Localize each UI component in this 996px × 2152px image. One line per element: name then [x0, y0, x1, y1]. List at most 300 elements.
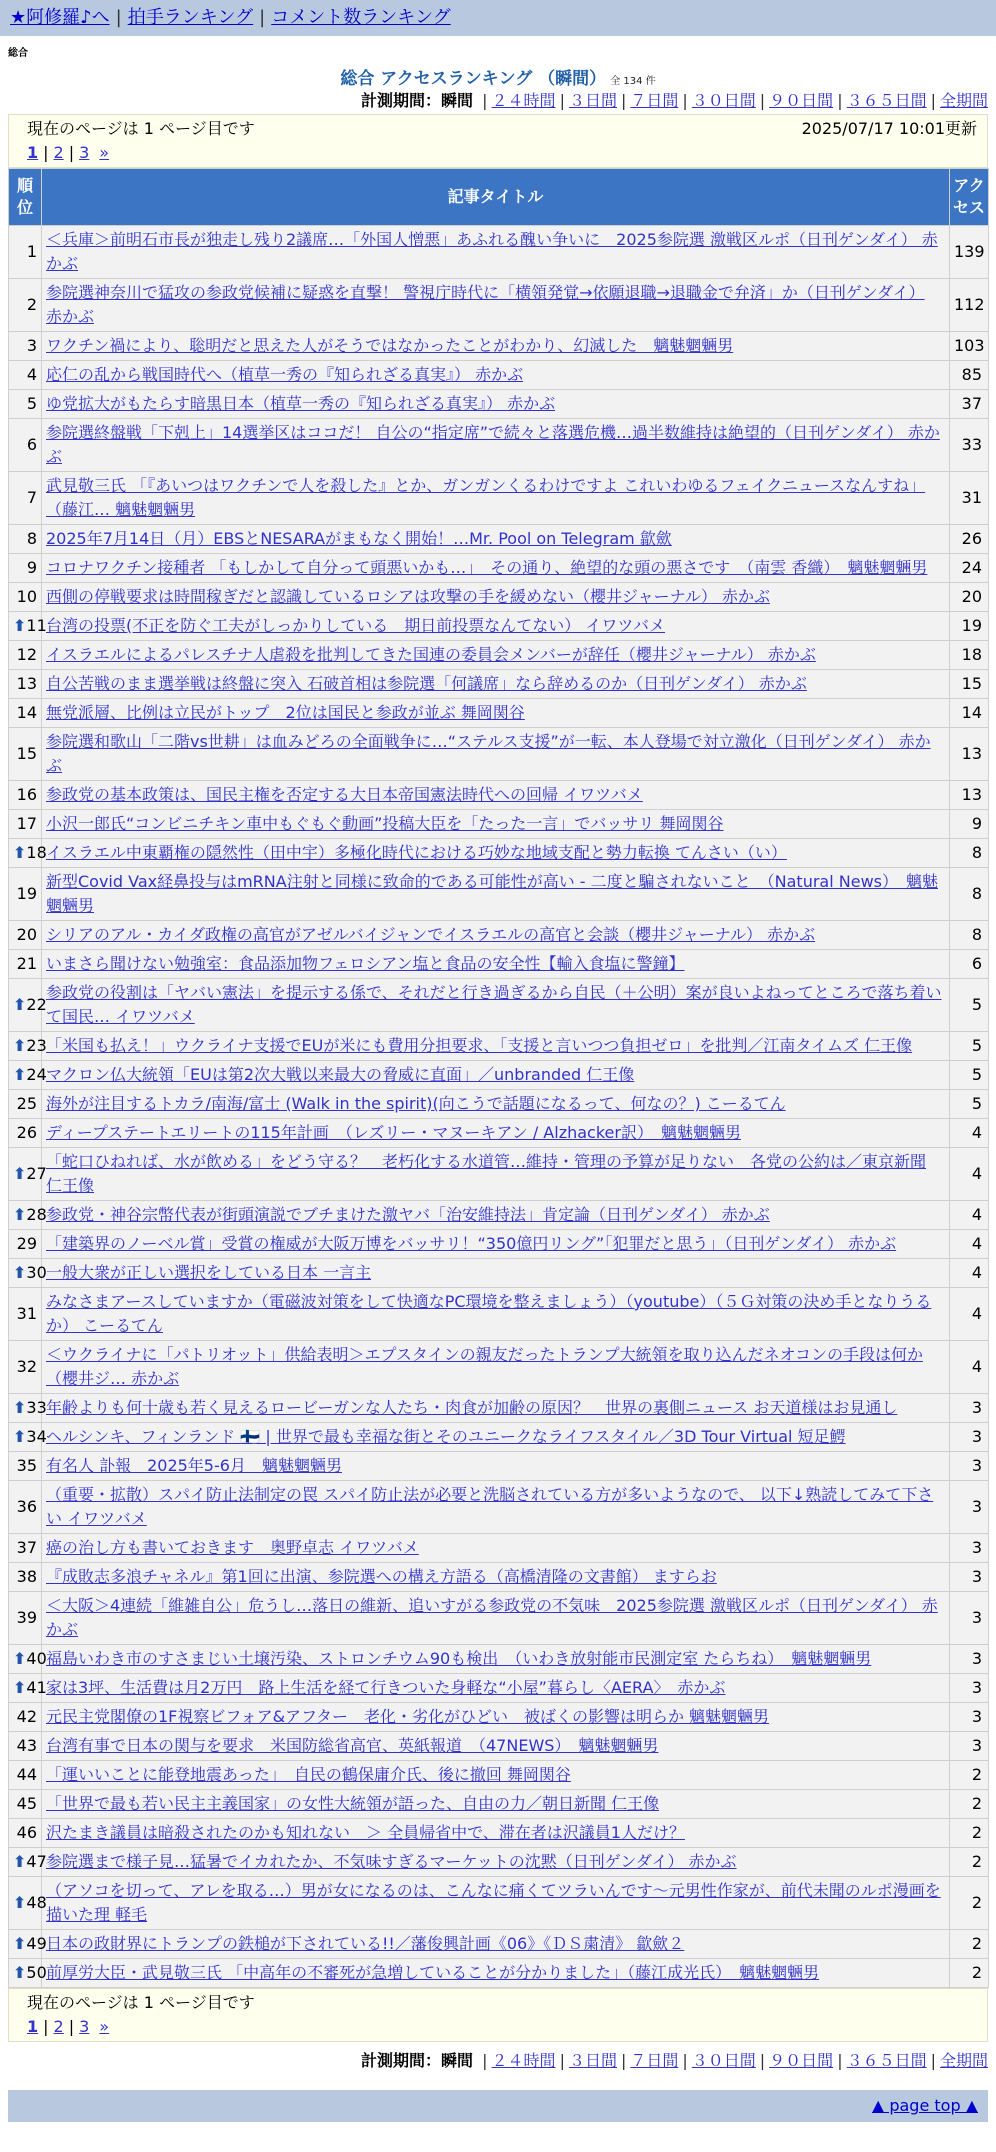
- article-title-link[interactable]: ＜大阪＞4連続「維雑自公」危うし…落日の維新、追いすがる参政党の不気味 2025参院選 激戦区ルポ（日刊ゲンダイ） 赤かぶ: [46, 1596, 938, 1639]
- rank-cell: [9, 226, 42, 279]
- rank-number: 27: [26, 1164, 47, 1183]
- rank-number: 49: [26, 1934, 47, 1953]
- access-count: 8: [950, 921, 989, 950]
- rank-cell: [9, 1819, 42, 1848]
- access-count: 4: [950, 1230, 989, 1259]
- period-separator: |: [620, 2051, 627, 2070]
- rank-cell: [9, 554, 42, 583]
- article-title-link[interactable]: ディープステートエリートの115年計画 （レズリー・マヌーキアン / Alzhacker訳） 魑魅魍魎男: [46, 1123, 741, 1142]
- access-count: 2: [950, 1790, 989, 1819]
- access-count: 5: [950, 1090, 989, 1119]
- title-cell: [42, 1201, 950, 1230]
- table-row: [9, 1288, 989, 1341]
- article-title-link[interactable]: 台湾の投票(不正を防ぐ工夫がしっかりしている 期日前投票なんてない） イワツバメ: [46, 616, 666, 635]
- rank-number: 24: [26, 1065, 47, 1084]
- rank-number: 47: [26, 1852, 47, 1871]
- period-option-link[interactable]: ３６５日間: [846, 91, 927, 110]
- table-row: [9, 419, 989, 472]
- rank-number: 50: [26, 1963, 47, 1982]
- article-title-link[interactable]: （重要・拡散）スパイ防止法制定の罠 スパイ防止法が必要と洗脳されている方が多いようなので、 以下↓熟読してみて下さい イワツバメ: [46, 1485, 934, 1528]
- period-option-link[interactable]: 全期間: [939, 91, 988, 110]
- rank-number: 26: [16, 1123, 37, 1142]
- rank-cell: [9, 1394, 47, 1423]
- rank-cell: [9, 1959, 47, 1988]
- rank-number: 34: [26, 1427, 47, 1446]
- rank-number: 41: [26, 1678, 47, 1697]
- title-cell: [42, 728, 950, 781]
- rank-cell: [9, 525, 42, 554]
- rank-cell: [9, 1877, 47, 1930]
- title-cell: [42, 1819, 950, 1848]
- rank-up-arrow-icon: ⬆: [13, 1164, 27, 1183]
- title-cell: [42, 699, 950, 728]
- title-cell: [42, 1423, 950, 1452]
- title-cell: [42, 1259, 950, 1288]
- title-cell: [42, 1288, 950, 1341]
- access-count: 9: [950, 810, 989, 839]
- period-separator: |: [930, 2051, 936, 2070]
- table-row: [9, 1452, 989, 1481]
- title-cell: [42, 1703, 950, 1732]
- rank-cell: [9, 1848, 47, 1877]
- access-count: 33: [950, 419, 989, 472]
- access-count: 26: [950, 525, 989, 554]
- title-cell: [42, 1877, 950, 1930]
- article-title-link[interactable]: 元民主党閣僚の1F視察ビフォア&アフター 老化・劣化がひどい 被ばくの影響は明らか 魑魅魍魎男: [46, 1707, 770, 1726]
- period-option-link[interactable]: ３０日間: [691, 2051, 756, 2070]
- rank-number: 11: [26, 616, 47, 635]
- rank-up-arrow-icon: ⬆: [13, 1678, 27, 1697]
- col-access-header: アクセス: [950, 169, 989, 226]
- table-row: [9, 810, 989, 839]
- page-link-3[interactable]: 3: [79, 143, 90, 162]
- title-cell: [42, 979, 950, 1032]
- table-row: [9, 1119, 989, 1148]
- rank-up-arrow-icon: ⬆: [13, 1065, 27, 1084]
- rank-cell: [9, 1674, 47, 1703]
- period-separator: |: [482, 91, 488, 110]
- table-row: [9, 1877, 989, 1930]
- rank-cell: [9, 1032, 47, 1061]
- rank-number: 3: [26, 336, 37, 355]
- title-cell: [42, 583, 950, 612]
- ranking-table-body: [9, 226, 989, 1988]
- table-row: [9, 583, 989, 612]
- rank-number: 39: [16, 1608, 37, 1627]
- title-cell: [42, 781, 950, 810]
- rank-number: 8: [26, 529, 37, 548]
- article-title-link[interactable]: 参院選和歌山「二階vs世耕」は血みどろの全面戦争に…“ステルス支援”が一転、本人登場で対立激化（日刊ゲンダイ） 赤かぶ: [46, 732, 931, 775]
- access-count: 3: [950, 1592, 989, 1645]
- table-row: [9, 1674, 989, 1703]
- table-row: [9, 1341, 989, 1394]
- table-row: [9, 612, 989, 641]
- title-cell: [42, 1148, 950, 1201]
- period-option-link[interactable]: 全期間: [939, 2051, 988, 2070]
- rank-number: 17: [16, 814, 37, 833]
- article-title-link[interactable]: マクロン仏大統領「EUは第2次大戦以来最大の脅威に直面」／unbranded 仁王像: [46, 1065, 635, 1084]
- rank-cell: [9, 1090, 42, 1119]
- table-row: [9, 641, 989, 670]
- table-row: [9, 728, 989, 781]
- access-count: 2: [950, 1761, 989, 1790]
- article-title-link[interactable]: 海外が注目するトカラ/南海/富士 (Walk in the spirit)(向こうで話題になるって、何なの？) こーるてん: [46, 1094, 786, 1113]
- access-count: 3: [950, 1423, 989, 1452]
- page-link-2[interactable]: 2: [53, 2017, 64, 2036]
- period-option-link[interactable]: ３６５日間: [846, 2051, 927, 2070]
- period-separator: |: [930, 91, 936, 110]
- article-title-link[interactable]: 自公苦戦のまま選挙戦は終盤に突入 石破首相は参院選「何議席」なら辞めるのか（日刊ゲンダイ） 赤かぶ: [46, 674, 807, 693]
- rank-number: 22: [26, 995, 47, 1014]
- article-title-link[interactable]: 『成敗志多浪チャネル』第1回に出演、参院選への構え方語る（高橋清隆の文書館） ますらお: [46, 1567, 717, 1586]
- article-title-link[interactable]: （アソコを切って、アレを取る…）男が女になるのは、こんなに痛くてツラいんです〜元男性作家が、前代未聞のルポ漫画を描いた理 軽毛: [46, 1881, 941, 1924]
- rank-number: 35: [16, 1456, 37, 1475]
- access-count: 19: [950, 612, 989, 641]
- access-count: 3: [950, 1732, 989, 1761]
- title-cell: [42, 670, 950, 699]
- article-title-link[interactable]: ＜ウクライナに「パトリオット」供給表明＞エプスタインの親友だったトランプ大統領を取り込んだネオコンの手段は何か（櫻井ジ… 赤かぶ: [46, 1345, 923, 1388]
- article-title-link[interactable]: 前厚労大臣・武見敬三氏 「中高年の不審死が急増していることが分かりました」（藤江成光氏） 魑魅魍魎男: [46, 1963, 820, 1982]
- rank-up-arrow-icon: ⬆: [13, 1036, 27, 1055]
- access-count: 103: [950, 332, 989, 361]
- access-count: 20: [950, 583, 989, 612]
- rank-cell: [9, 699, 42, 728]
- article-title-link[interactable]: 「米国も払え！」ウクライナ支援でEUが米にも費用分担要求、「支援と言いつつ負担ゼロ」を批判／江南タイムズ 仁王像: [46, 1036, 913, 1055]
- access-count: 3: [950, 1534, 989, 1563]
- access-count: 3: [950, 1563, 989, 1592]
- next-page-link[interactable]: »: [99, 2017, 110, 2036]
- table-row: [9, 670, 989, 699]
- title-cell: [42, 472, 950, 525]
- article-title-link[interactable]: いまさら聞けない勉強室：食品添加物フェロシアン塩と食品の安全性【輸入食塩に警鐘】: [46, 954, 685, 973]
- rank-cell: [9, 419, 42, 472]
- title-cell: [42, 419, 950, 472]
- title-cell: [42, 839, 950, 868]
- access-count: 4: [950, 1341, 989, 1394]
- period-separator: |: [837, 2051, 843, 2070]
- period-option-link[interactable]: ７日間: [630, 2051, 679, 2070]
- article-title-link[interactable]: 参政党・神谷宗幣代表が街頭演説でブチまけた激ヤバ「治安維持法」肯定論（日刊ゲンダイ） 赤かぶ: [46, 1205, 770, 1224]
- title-cell: [42, 361, 950, 390]
- access-count: 13: [950, 728, 989, 781]
- rank-number: 20: [16, 925, 37, 944]
- article-title-link[interactable]: ゆ党拡大がもたらす暗黒日本（植草一秀の『知られざる真実』） 赤かぶ: [46, 394, 556, 413]
- rank-cell: [9, 921, 42, 950]
- rank-cell: [9, 1930, 47, 1959]
- article-title-link[interactable]: 2025年7月14日（月）EBSとNESARAがまもなく開始！…Mr. Pool on Telegram 歙歛: [46, 529, 672, 548]
- article-title-link[interactable]: 参院選まで様子見…猛暑でイカれたか、不気味すぎるマーケットの沈黙（日刊ゲンダイ） 赤かぶ: [46, 1852, 737, 1871]
- table-row: [9, 1761, 989, 1790]
- access-count: 5: [950, 1032, 989, 1061]
- rank-number: 37: [16, 1538, 37, 1557]
- title-cell: [42, 1032, 950, 1061]
- rank-number: 1: [26, 242, 37, 261]
- rank-number: 7: [26, 488, 37, 507]
- period-option-link[interactable]: ９０日間: [769, 2051, 834, 2070]
- table-row: [9, 950, 989, 979]
- rank-number: 12: [16, 645, 37, 664]
- rank-number: 16: [16, 785, 37, 804]
- top-nav: [0, 0, 996, 36]
- article-title-link[interactable]: 小沢一郎氏“コンビニチキン車中もぐもぐ動画”投稿大臣を「たった一言」でバッサリ 舞岡関谷: [46, 814, 724, 833]
- article-title-link[interactable]: イスラエルによるパレスチナ人虐殺を批判してきた国連の委員会メンバーが辞任（櫻井ジャーナル） 赤かぶ: [46, 645, 816, 664]
- rank-number: 23: [26, 1036, 47, 1055]
- rank-cell: [9, 950, 42, 979]
- table-row: [9, 525, 989, 554]
- access-count: 112: [950, 279, 989, 332]
- period-option-link[interactable]: ９０日間: [769, 91, 834, 110]
- access-count: 4: [950, 1288, 989, 1341]
- current-page-text: 現在のページは 1 ページ目です: [27, 1993, 255, 2012]
- table-row: [9, 1394, 989, 1423]
- title-cell: [42, 641, 950, 670]
- period-option-link[interactable]: ２４時間: [491, 2051, 556, 2070]
- table-row: [9, 921, 989, 950]
- access-count: 5: [950, 979, 989, 1032]
- table-row: [9, 1259, 989, 1288]
- title-cell: [42, 1394, 950, 1423]
- title-cell: [42, 950, 950, 979]
- article-title-link[interactable]: イスラエル中東覇権の隠然性（田中宇）多極化時代における巧妙な地域支配と勢力転換 てんさい（い）: [46, 843, 787, 862]
- rank-number: 44: [16, 1765, 37, 1784]
- rank-number: 18: [26, 843, 47, 862]
- table-row: [9, 1790, 989, 1819]
- rank-number: 15: [16, 744, 37, 763]
- access-count: 31: [950, 472, 989, 525]
- article-title-link[interactable]: 沢たまき議員は暗殺されたのかも知れない ＞ 全員帰省中で、滞在者は沢議員1人だけ？: [46, 1823, 685, 1842]
- table-row: [9, 1930, 989, 1959]
- title-cell: [42, 525, 950, 554]
- rank-cell: [9, 1341, 42, 1394]
- access-count: 4: [950, 1201, 989, 1230]
- period-separator: |: [559, 91, 565, 110]
- rank-number: 46: [16, 1823, 37, 1842]
- access-count: 3: [950, 1394, 989, 1423]
- table-row: [9, 1703, 989, 1732]
- access-count: 2: [950, 1877, 989, 1930]
- period-separator: |: [837, 91, 843, 110]
- table-row: [9, 1592, 989, 1645]
- rank-cell: [9, 1230, 42, 1259]
- article-title-link[interactable]: 応仁の乱から戦国時代へ（植草一秀の『知られざる真実』） 赤かぶ: [46, 365, 524, 384]
- period-option-link[interactable]: ７日間: [630, 91, 679, 110]
- title-cell: [42, 1119, 950, 1148]
- rank-cell: [9, 1534, 42, 1563]
- rank-cell: [9, 1201, 47, 1230]
- access-count: 2: [950, 1848, 989, 1877]
- rank-number: 19: [16, 884, 37, 903]
- article-title-link[interactable]: 「運いいことに能登地震あった」 自民の鶴保庸介氏、後に撤回 舞岡関谷: [46, 1765, 571, 1784]
- period-separator: |: [682, 2051, 688, 2070]
- title-cell: [42, 1848, 950, 1877]
- rank-up-arrow-icon: ⬆: [13, 995, 27, 1014]
- article-title-link[interactable]: ＜兵庫＞前明石市長が独走し残り2議席…「外国人憎悪」あふれる醜い争いに 2025参院選 激戦区ルポ（日刊ゲンダイ） 赤かぶ: [46, 230, 938, 273]
- article-title-link[interactable]: 参政党の基本政策は、国民主権を否定する大日本帝国憲法時代への回帰 イワツバメ: [46, 785, 643, 804]
- table-row: [9, 1090, 989, 1119]
- access-count: 8: [950, 868, 989, 921]
- rank-number: 14: [16, 703, 37, 722]
- article-title-link[interactable]: 福島いわき市のすさまじい土壌汚染、ストロンチウム90も検出 （いわき放射能市民測定室 たらちね） 魑魅魍魎男: [46, 1649, 872, 1668]
- article-title-link[interactable]: 参院選神奈川で猛攻の参政党候補に疑惑を直撃！ 警視庁時代に「横領発覚→依願退職→退職金で弁済」か（日刊ゲンダイ） 赤かぶ: [46, 283, 925, 326]
- article-title-link[interactable]: みなさまアースしていますか（電磁波対策をして快適なPC環境を整えましょう）（youtube）（５Ｇ対策の決め手となりうるか） こーるてん: [46, 1292, 932, 1335]
- access-count: 5: [950, 1061, 989, 1090]
- col-rank-header: 順位: [9, 169, 42, 226]
- rank-cell: [9, 1452, 42, 1481]
- title-cell: [42, 1674, 950, 1703]
- article-title-link[interactable]: 台湾有事で日本の関与を要求 米国防総省高官、英紙報道 （47NEWS） 魑魅魍魎男: [46, 1736, 659, 1755]
- rank-up-arrow-icon: ⬆: [13, 1852, 27, 1871]
- table-row: [9, 554, 989, 583]
- rank-cell: [9, 1061, 47, 1090]
- home-link[interactable]: ★阿修羅♪へ: [10, 7, 110, 28]
- title-cell: [42, 1645, 950, 1674]
- rank-number: 4: [26, 365, 37, 384]
- title-cell: [42, 612, 950, 641]
- rank-number: 29: [16, 1234, 37, 1253]
- article-title-link[interactable]: 「世界で最も若い民主主義国家」の女性大統領が語った、自由の力／朝日新聞 仁王像: [46, 1794, 660, 1813]
- comment-ranking-link[interactable]: コメント数ランキング: [271, 7, 451, 28]
- rank-cell: [9, 1119, 42, 1148]
- table-row: [9, 361, 989, 390]
- rank-cell: [9, 390, 42, 419]
- article-title-link[interactable]: コロナワクチン接種者 「もしかして自分って頭悪いかも…」 その通り、絶望的な頭の悪さです （南雲 香織） 魑魅魍魎男: [46, 558, 928, 577]
- page-link-3[interactable]: 3: [79, 2017, 90, 2036]
- access-count: 6: [950, 950, 989, 979]
- title-cell: [42, 1452, 950, 1481]
- article-title-link[interactable]: 「建築界のノーベル賞」受賞の権威が大阪万博をバッサリ！“350億円リング”「犯罪だと思う」（日刊ゲンダイ） 赤かぶ: [46, 1234, 897, 1253]
- access-count: 4: [950, 1259, 989, 1288]
- rank-cell: [9, 1423, 47, 1452]
- access-count: 2: [950, 1819, 989, 1848]
- next-page-link[interactable]: »: [99, 143, 110, 162]
- period-label: 計測期間：: [361, 91, 442, 110]
- page-title: [0, 64, 996, 88]
- article-title-link[interactable]: 参政党の役割は「ヤバい憲法」を提示する係で、それだと行き過ぎるから自民（＋公明）案が良いよねってところで落ち着いて国民… イワツバメ: [46, 983, 942, 1026]
- article-title-link[interactable]: ワクチン禍により、聡明だと思えた人がそうではなかったことがわかり、幻滅した 魑魅魍魎男: [46, 336, 734, 355]
- table-row: [9, 1230, 989, 1259]
- table-row: [9, 699, 989, 728]
- table-row: [9, 1534, 989, 1563]
- rank-cell: [9, 332, 42, 361]
- rank-cell: [9, 979, 47, 1032]
- title-cell: [42, 868, 950, 921]
- access-count: 2: [950, 1959, 989, 1988]
- title-cell: [42, 1930, 950, 1959]
- rank-cell: [9, 1790, 42, 1819]
- category-label: 総合: [8, 48, 28, 59]
- access-count: 18: [950, 641, 989, 670]
- period-separator: |: [682, 91, 688, 110]
- rank-up-arrow-icon: ⬆: [13, 1427, 27, 1446]
- title-cell: [42, 332, 950, 361]
- rank-number: 10: [16, 587, 37, 606]
- page-top-link[interactable]: ▲ page top ▲: [871, 2096, 978, 2115]
- rank-number: 45: [16, 1794, 37, 1813]
- rank-up-arrow-icon: ⬆: [13, 1649, 27, 1668]
- rank-cell: [9, 279, 42, 332]
- page-link-1[interactable]: 1: [27, 2017, 39, 2036]
- title-cell: [42, 1592, 950, 1645]
- title-cell: [42, 1481, 950, 1534]
- rank-cell: [9, 781, 42, 810]
- table-row: [9, 1148, 989, 1201]
- article-title-link[interactable]: 武見敬三氏 「『あいつはワクチンで人を殺した』とか、ガンガンくるわけですよ これいわゆるフェイクニュースなんすね」 （藤江… 魑魅魍魎男: [46, 476, 926, 519]
- article-title-link[interactable]: シリアのアル・カイダ政権の高官がアゼルバイジャンでイスラエルの高官と会談（櫻井ジャーナル） 赤かぶ: [46, 925, 816, 944]
- article-title-link[interactable]: ヘルシンキ、フィンランド 🇫🇮 | 世界で最も幸福な街とそのユニークなライフスタイル／3D Tour Virtual 短足鰐: [46, 1427, 846, 1446]
- rank-cell: [9, 361, 42, 390]
- period-option-link[interactable]: ２４時間: [491, 91, 556, 110]
- title-cell: [42, 1341, 950, 1394]
- article-title-link[interactable]: 有名人 訃報 2025年5-6月 魑魅魍魎男: [46, 1456, 342, 1475]
- period-label: 計測期間：: [361, 2051, 442, 2070]
- rank-cell: [9, 1148, 47, 1201]
- title-cell: [42, 1563, 950, 1592]
- article-title-link[interactable]: 癌の治し方も書いておきます 奥野卓志 イワツバメ: [46, 1538, 419, 1557]
- table-row: [9, 1032, 989, 1061]
- period-option-link[interactable]: ３日間: [568, 2051, 617, 2070]
- current-page-text: 現在のページは 1 ページ目です: [27, 119, 255, 138]
- access-count: 8: [950, 839, 989, 868]
- title-cell: [42, 279, 950, 332]
- article-title-link[interactable]: 無党派層、比例は立民がトップ 2位は国民と参政が並ぶ 舞岡関谷: [46, 703, 525, 722]
- title-cell: [42, 1230, 950, 1259]
- period-option-link[interactable]: ３日間: [568, 91, 617, 110]
- rank-up-arrow-icon: ⬆: [13, 1893, 27, 1912]
- period-selector-bottom: [0, 2048, 996, 2074]
- access-count: 3: [950, 1481, 989, 1534]
- page-link-2[interactable]: 2: [53, 143, 64, 162]
- article-title-link[interactable]: 「蛇口ひねれば、水が飲める」をどう守る？ 老朽化する水道管…維持・管理の予算が足りない 各党の公約は／東京新聞 仁王像: [46, 1152, 927, 1195]
- title-cell: [42, 390, 950, 419]
- rank-number: 28: [26, 1205, 47, 1224]
- title-cell: [42, 1061, 950, 1090]
- article-title-link[interactable]: 家は3坪、生活費は月2万円 路上生活を経て行きついた身軽な“小屋”暮らし〈AERA〉 赤かぶ: [46, 1678, 726, 1697]
- access-count: 3: [950, 1645, 989, 1674]
- title-cell: [42, 554, 950, 583]
- page-link-1[interactable]: 1: [27, 143, 39, 162]
- applause-ranking-link[interactable]: 拍手ランキング: [127, 7, 254, 28]
- article-title-link[interactable]: 参院選終盤戦「下剋上」14選挙区はココだ！ 自公の“指定席”で続々と落選危機…過半数維持は絶望的（日刊ゲンダイ） 赤かぶ: [46, 423, 940, 466]
- article-title-link[interactable]: 新型Covid Vax経鼻投与はmRNA注射と同様に致命的である可能性が高い - 二度と騙されないこと （Natural News） 魑魅魍魎男: [46, 872, 938, 915]
- title-cell: [42, 1761, 950, 1790]
- col-title-header: 記事タイトル: [42, 169, 950, 226]
- rank-number: 21: [16, 954, 37, 973]
- rank-up-arrow-icon: ⬆: [13, 1963, 27, 1982]
- title-cell: [42, 1959, 950, 1988]
- table-row: [9, 332, 989, 361]
- rank-number: 48: [26, 1893, 47, 1912]
- rank-cell: [9, 1645, 47, 1674]
- rank-cell: [9, 641, 42, 670]
- period-separator: |: [559, 2051, 565, 2070]
- rank-number: 43: [16, 1736, 37, 1755]
- table-row: [9, 1423, 989, 1452]
- access-count: 139: [950, 226, 989, 279]
- rank-number: 9: [26, 558, 37, 577]
- updated-timestamp: 2025/07/17 10:01更新: [801, 119, 977, 138]
- table-row: [9, 1481, 989, 1534]
- access-count: 37: [950, 390, 989, 419]
- rank-number: 32: [16, 1357, 37, 1376]
- title-cell: [42, 1732, 950, 1761]
- article-title-link[interactable]: 年齢よりも何十歳も若く見えるロービーガンな人たち・肉食が加齢の原因？ 世界の裏側ニュース お天道様はお見通し: [46, 1398, 898, 1417]
- article-title-link[interactable]: 日本の政財界にトランプの鉄槌が下されている!!／藩俊興計画《06》《ＤＳ粛清》 歙歛２: [46, 1934, 685, 1953]
- article-title-link[interactable]: 西側の停戦要求は時間稼ぎだと認識しているロシアは攻撃の手を緩めない（櫻井ジャーナル） 赤かぶ: [46, 587, 770, 606]
- article-title-link[interactable]: 一般大衆が正しい選択をしている日本 一言主: [46, 1263, 372, 1282]
- period-option-link[interactable]: ３０日間: [691, 91, 756, 110]
- rank-cell: [9, 1592, 42, 1645]
- rank-number: 40: [26, 1649, 47, 1668]
